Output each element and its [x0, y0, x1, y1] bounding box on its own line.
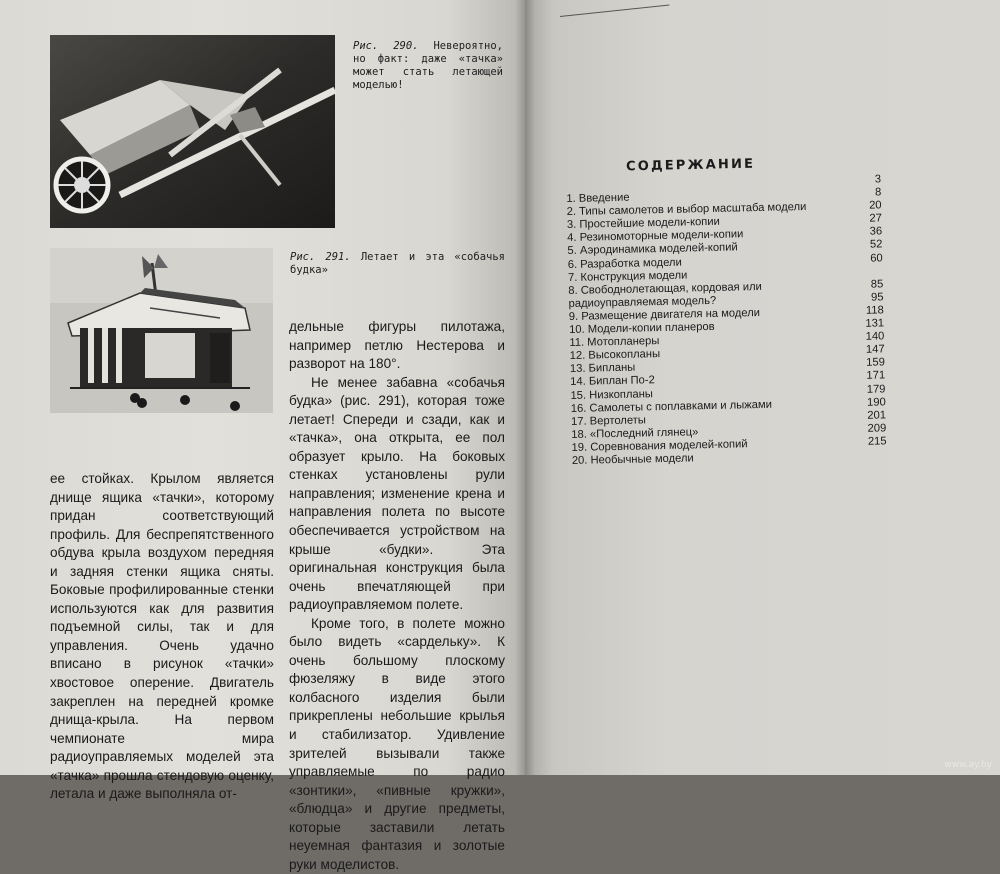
toc-entry-page: 131 — [865, 317, 885, 330]
text-column-left — [50, 470, 274, 804]
paragraph: Кроме того, в полете можно было видеть «сардельку». К очень большому плоскому фюзеляжу в виде этого колбасного изделия были прикреплены небольшие крылья и стабилизатор. Удивление зрителей вызывали также управляемые по радио «зонтики», «пивные кружки», «блюдца» и другие предметы, которые заставили летать неуемная фантазия и золотые руки моделистов. — [289, 615, 505, 872]
toc-entry-page: 140 — [865, 330, 885, 343]
toc-entry-page: 118 — [865, 304, 884, 317]
paragraph: дельные фигуры пилотажа, например петлю Нестерова и разворот на 180°. — [289, 319, 505, 372]
photo-doghouse-model — [50, 248, 273, 413]
photo-wheelbarrow-model — [50, 35, 335, 228]
toc-entry-page: 8 — [874, 186, 882, 199]
toc-entry-title: 9. Размещение двигателя на модели — [568, 306, 761, 323]
caption-fig-290-ref: Рис. 290. — [353, 40, 419, 52]
toc-entry-page: 36 — [869, 225, 883, 239]
toc-entry-page: 190 — [866, 395, 886, 409]
toc-entry-page: 3 — [874, 173, 882, 186]
toc-entry-title: 16. Самолеты с поплавками и лыжами — [570, 398, 772, 415]
toc-entry-page: 27 — [869, 212, 883, 225]
toc-entry-title: 14. Биплан По-2 — [570, 374, 655, 389]
toc-entry-page: 52 — [869, 238, 883, 252]
caption-fig-290-text: Невероятно, но факт: даже «тачка» может стать летающей моделью! — [353, 40, 503, 91]
toc-entry-page: 171 — [866, 369, 886, 383]
toc-entry-page: 85 — [870, 278, 884, 291]
toc-title: СОДЕРЖАНИЕ — [625, 156, 756, 175]
toc-entry-title: 19. Соревнования моделей-копий — [571, 438, 748, 454]
toc-entry-title: 3. Простейшие модели-копии — [566, 216, 720, 232]
text-column-right — [289, 318, 505, 874]
toc-entry-page: 179 — [866, 382, 886, 396]
toc-entry-page: 95 — [870, 291, 884, 304]
paragraph: ее стойках. Крылом является днище ящика «тачки», которому придан соответствующий профиль. Для беспрепятственного обдува крыла воздухом передняя и задняя стенки ящика сняты. Боковые профилированные стенки используются как для развития подъемной силы, так и для управления. Очень удачно вписано в рисунок «тачки» хвостовое оперение. Двигатель закреплен на передней кромке днища-крыла. На первом чемпионате мира радиоуправляемых моделей эта «тачка» прошла стендовую оценку, летала и даже выполняла от- — [50, 471, 274, 802]
toc-entry-title: 7. Конструкция модели — [567, 269, 688, 284]
toc-entry-page — [849, 448, 887, 449]
caption-fig-290 — [353, 40, 503, 92]
toc-entry-page: 60 — [870, 251, 883, 265]
caption-fig-291 — [290, 251, 505, 277]
toc-entry-title: 2. Типы самолетов и выбор масштаба модели — [566, 201, 807, 219]
toc-entry-page: 20 — [869, 199, 882, 212]
caption-fig-291-ref: Рис. 291. — [290, 251, 351, 263]
toc-entry-title: 1. Введение — [566, 191, 630, 206]
toc-entry-title: 4. Резиномоторные модели-копии — [567, 228, 744, 245]
toc-entry-title: 8. Свободнолетающая, кордовая или радиоуправляемая модель? — [568, 280, 762, 310]
toc-entry-title: 17. Вертолеты — [570, 414, 647, 428]
table-of-contents — [566, 173, 887, 468]
book-gutter — [515, 0, 535, 775]
toc-entry-title: 5. Аэродинамика моделей-копий — [567, 241, 738, 258]
watermark: www.ay.by — [944, 760, 992, 770]
toc-entry-page: 147 — [865, 343, 885, 356]
toc-entry-title: 15. Низкопланы — [570, 387, 654, 402]
toc-entry-page: 215 — [867, 435, 887, 448]
toc-entry-title: 11. Мотопланеры — [569, 335, 660, 350]
toc-entry-title: 20. Необычные модели — [571, 452, 694, 467]
paragraph: Не менее забавна «собачья будка» (рис. 291), которая тоже летает! Спереди и сзади, как и «тачка», она открыта, ее пол образует крыло. На боковых стенках установлены рули направления; изменение крена и направления полета по высоте обеспечивается устройством на крыше «будки». Эта оригинальная конструкция была очень впечатляющей при радиоуправляемом полете. — [289, 374, 505, 613]
toc-entry-title: 18. «Последний глянец» — [571, 426, 699, 441]
toc-entry-page: 159 — [866, 356, 886, 370]
toc-entry-title: 10. Модели-копии планеров — [569, 320, 715, 336]
toc-entry-page — [845, 265, 883, 266]
toc-entry-title: 6. Разработка модели — [567, 256, 682, 271]
toc-entry-title: 12. Высокопланы — [569, 348, 661, 363]
toc-entry-page: 201 — [867, 409, 887, 422]
caption-fig-291-text: Летает и эта «собачья будка» — [290, 251, 505, 276]
toc-entry-page: 209 — [867, 422, 887, 435]
toc-entry-title: 13. Бипланы — [569, 361, 636, 376]
